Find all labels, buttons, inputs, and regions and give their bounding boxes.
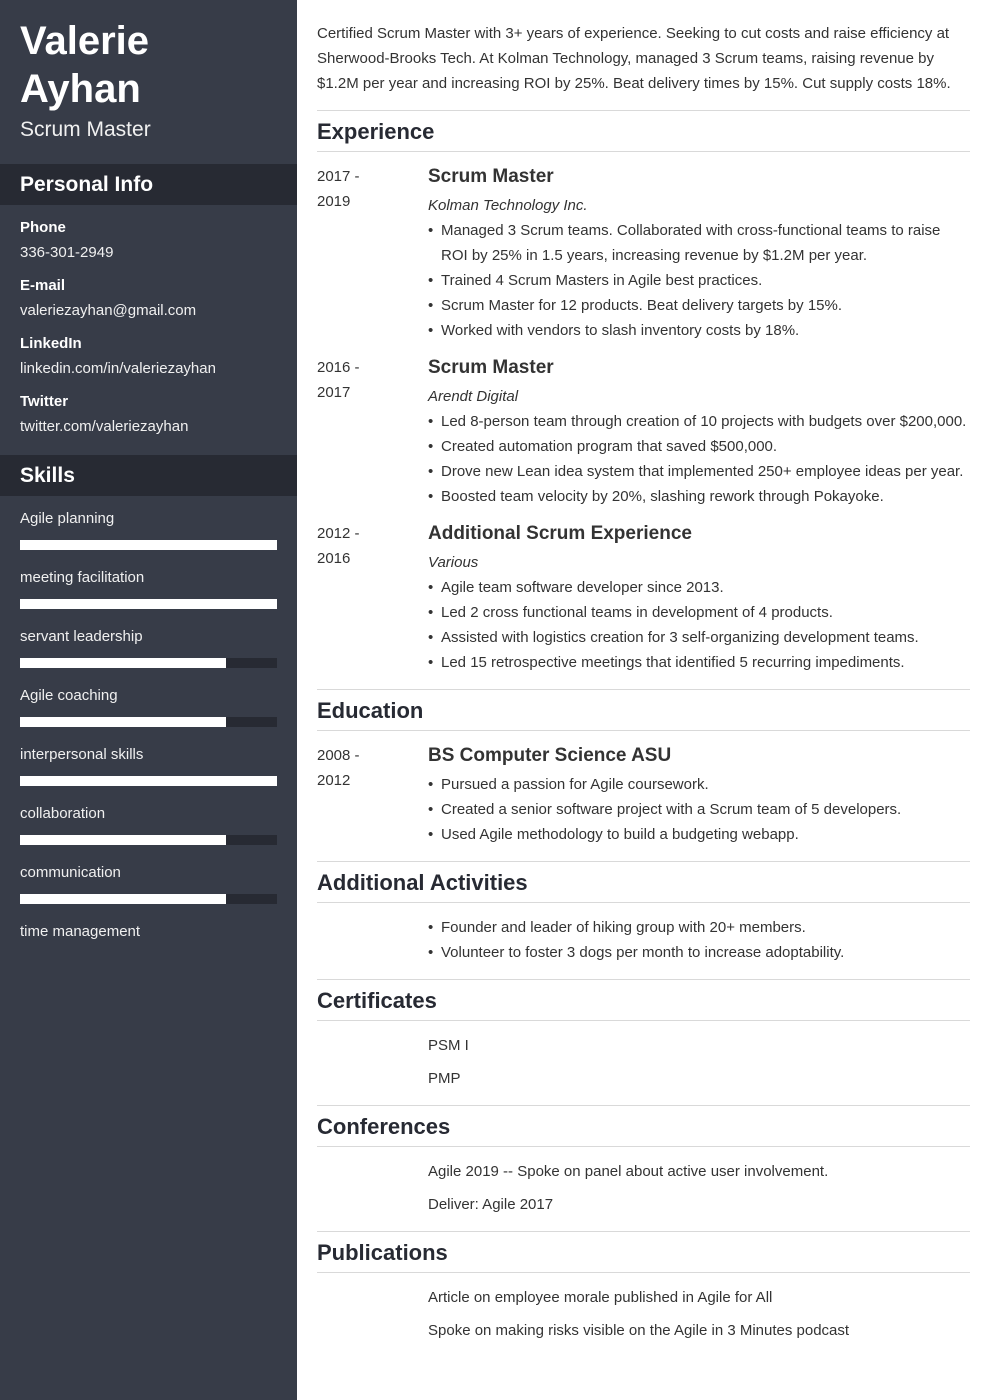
main-content [317,0,970,1351]
entry-org: Arendt Digital [428,388,519,405]
entry-body [428,164,970,343]
entry-title: BS Computer Science ASU [428,745,672,766]
bullet-item: • Volunteer to foster 3 dogs per month to increase adoptability. [428,940,970,965]
skill-level-fill [20,776,277,786]
skill-level-bar [20,835,277,845]
section-title: Experience [317,111,970,152]
conference-item: Deliver: Agile 2017 [428,1196,554,1213]
skill-level-bar [20,658,277,668]
publications-list [317,1285,970,1343]
entry-title: Scrum Master [428,357,554,378]
bullet-list [428,772,970,847]
conferences-section [317,1105,970,1217]
info-phone [20,219,277,262]
bullet-list [428,915,970,965]
section-title: Publications [317,1232,970,1273]
skill-level-fill [20,540,277,550]
summary: Certified Scrum Master with 3+ years of experience. Seeking to cut costs and raise efficiency at Sherwood-Brooks Tech. At Kolman Technology, managed 3 Scrum teams, raising revenue by $1.2M per year and increasing ROI by 25%. Beat delivery times by 15%. Cut supply costs 18%. [317,25,951,92]
info-label: Twitter [20,393,69,410]
experience-entry [317,355,970,509]
education-section [317,689,970,847]
experience-entry [317,521,970,675]
skill-label: Agile coaching [20,687,118,704]
entry-date [317,521,428,675]
first-name: Valerie [20,19,150,63]
bullet-item: • Drove new Lean idea system that implemented 250+ employee ideas per year. [428,459,970,484]
date-start: 2016 - [317,359,360,376]
publication-item: Article on employee morale published in Agile for All [428,1289,773,1306]
skill-label: servant leadership [20,628,143,645]
info-label: E-mail [20,277,66,294]
education-entry [317,743,970,847]
skill-level-bar [20,894,277,904]
date-start: 2017 - [317,168,360,185]
section-title: Conferences [317,1106,970,1147]
skill-label: Agile planning [20,510,115,527]
entry-date-empty [317,915,428,965]
certificate-item: PMP [428,1070,461,1087]
entry-date [317,355,428,509]
skill-level-fill [20,599,277,609]
skill-level-fill [20,658,226,668]
entry-body [428,521,970,675]
date-end: 2016 [317,550,351,567]
bullet-list [428,575,970,675]
entry-title: Scrum Master [428,166,554,187]
section-title: Certificates [317,980,970,1021]
entry-title: Additional Scrum Experience [428,523,692,544]
info-email [20,277,277,320]
email-link[interactable]: valeriezayhan@gmail.com [20,302,197,319]
info-linkedin [20,335,277,378]
conferences-list [317,1159,970,1217]
info-label: LinkedIn [20,335,82,352]
certificates-section [317,979,970,1091]
skill-item [0,569,297,609]
bullet-list [428,218,970,343]
skills-list [0,510,297,941]
date-end: 2012 [317,772,351,789]
skill-item [0,864,297,904]
bullet-item: • Scrum Master for 12 products. Beat delivery targets by 15%. [428,293,970,318]
linkedin-link[interactable]: linkedin.com/in/valeriezayhan [20,360,216,377]
bullet-item: • Created automation program that saved $500,000. [428,434,970,459]
certificate-item: PSM I [428,1037,469,1054]
skill-item [0,923,297,941]
section-title: Education [317,690,970,731]
skill-level-bar [20,540,277,550]
bullet-item: • Led 8-person team through creation of 10 projects with budgets over $200,000. [428,409,970,434]
conference-item: Agile 2019 -- Spoke on panel about active user involvement. [428,1163,829,1180]
skill-item [0,628,297,668]
phone-value: 336-301-2949 [20,244,114,261]
skill-item [0,687,297,727]
experience-section [317,110,970,675]
candidate-name [0,0,297,113]
bullet-item: • Boosted team velocity by 20%, slashing rework through Pokayoke. [428,484,970,509]
personal-info-heading: Personal Info [0,164,297,205]
skill-item [0,510,297,550]
activities-entry [317,915,970,965]
info-label: Phone [20,219,66,236]
skill-level-fill [20,894,226,904]
date-end: 2017 [317,384,351,401]
bullet-item: • Founder and leader of hiking group with 20+ members. [428,915,970,940]
twitter-link[interactable]: twitter.com/valeriezayhan [20,418,189,435]
skill-level-bar [20,776,277,786]
skill-label: time management [20,923,141,940]
entry-date [317,743,428,847]
skill-label: communication [20,864,121,881]
skill-level-fill [20,717,226,727]
bullet-item: • Assisted with logistics creation for 3 self-organizing development teams. [428,625,970,650]
bullet-item: • Managed 3 Scrum teams. Collaborated with cross-functional teams to raise ROI by 25% in 1.5 years, increasing revenue by $1.2M per year. [428,218,970,268]
skill-level-fill [20,835,226,845]
activities-section [317,861,970,965]
bullet-item: • Led 2 cross functional teams in development of 4 products. [428,600,970,625]
entry-body [428,355,970,509]
entry-org: Various [428,554,479,571]
entry-org: Kolman Technology Inc. [428,197,588,214]
date-start: 2012 - [317,525,360,542]
certificates-list [317,1033,970,1091]
date-end: 2019 [317,193,351,210]
personal-info-list [0,219,297,436]
bullet-item: • Trained 4 Scrum Masters in Agile best practices. [428,268,970,293]
bullet-item: • Led 15 retrospective meetings that identified 5 recurring impediments. [428,650,970,675]
sidebar [0,0,297,1400]
entry-date [317,164,428,343]
skill-label: collaboration [20,805,106,822]
entry-body [428,743,970,847]
bullet-item: • Created a senior software project with a Scrum team of 5 developers. [428,797,970,822]
skill-level-bar [20,599,277,609]
date-start: 2008 - [317,747,360,764]
publication-item: Spoke on making risks visible on the Agile in 3 Minutes podcast [428,1322,850,1339]
bullet-item: • Agile team software developer since 2013. [428,575,970,600]
entry-body [428,915,970,965]
experience-entry [317,164,970,343]
bullet-item: • Used Agile methodology to build a budgeting webapp. [428,822,970,847]
info-twitter [20,393,277,436]
bullet-item: • Pursued a passion for Agile coursework. [428,772,970,797]
skill-level-bar [20,717,277,727]
publications-section [317,1231,970,1343]
skill-label: meeting facilitation [20,569,145,586]
skill-label: interpersonal skills [20,746,144,763]
last-name: Ayhan [20,67,141,111]
skill-item [0,805,297,845]
job-title: Scrum Master [20,118,151,141]
section-title: Additional Activities [317,862,970,903]
skills-heading: Skills [0,455,297,496]
bullet-item: • Worked with vendors to slash inventory costs by 18%. [428,318,970,343]
skill-item [0,746,297,786]
bullet-list [428,409,970,509]
